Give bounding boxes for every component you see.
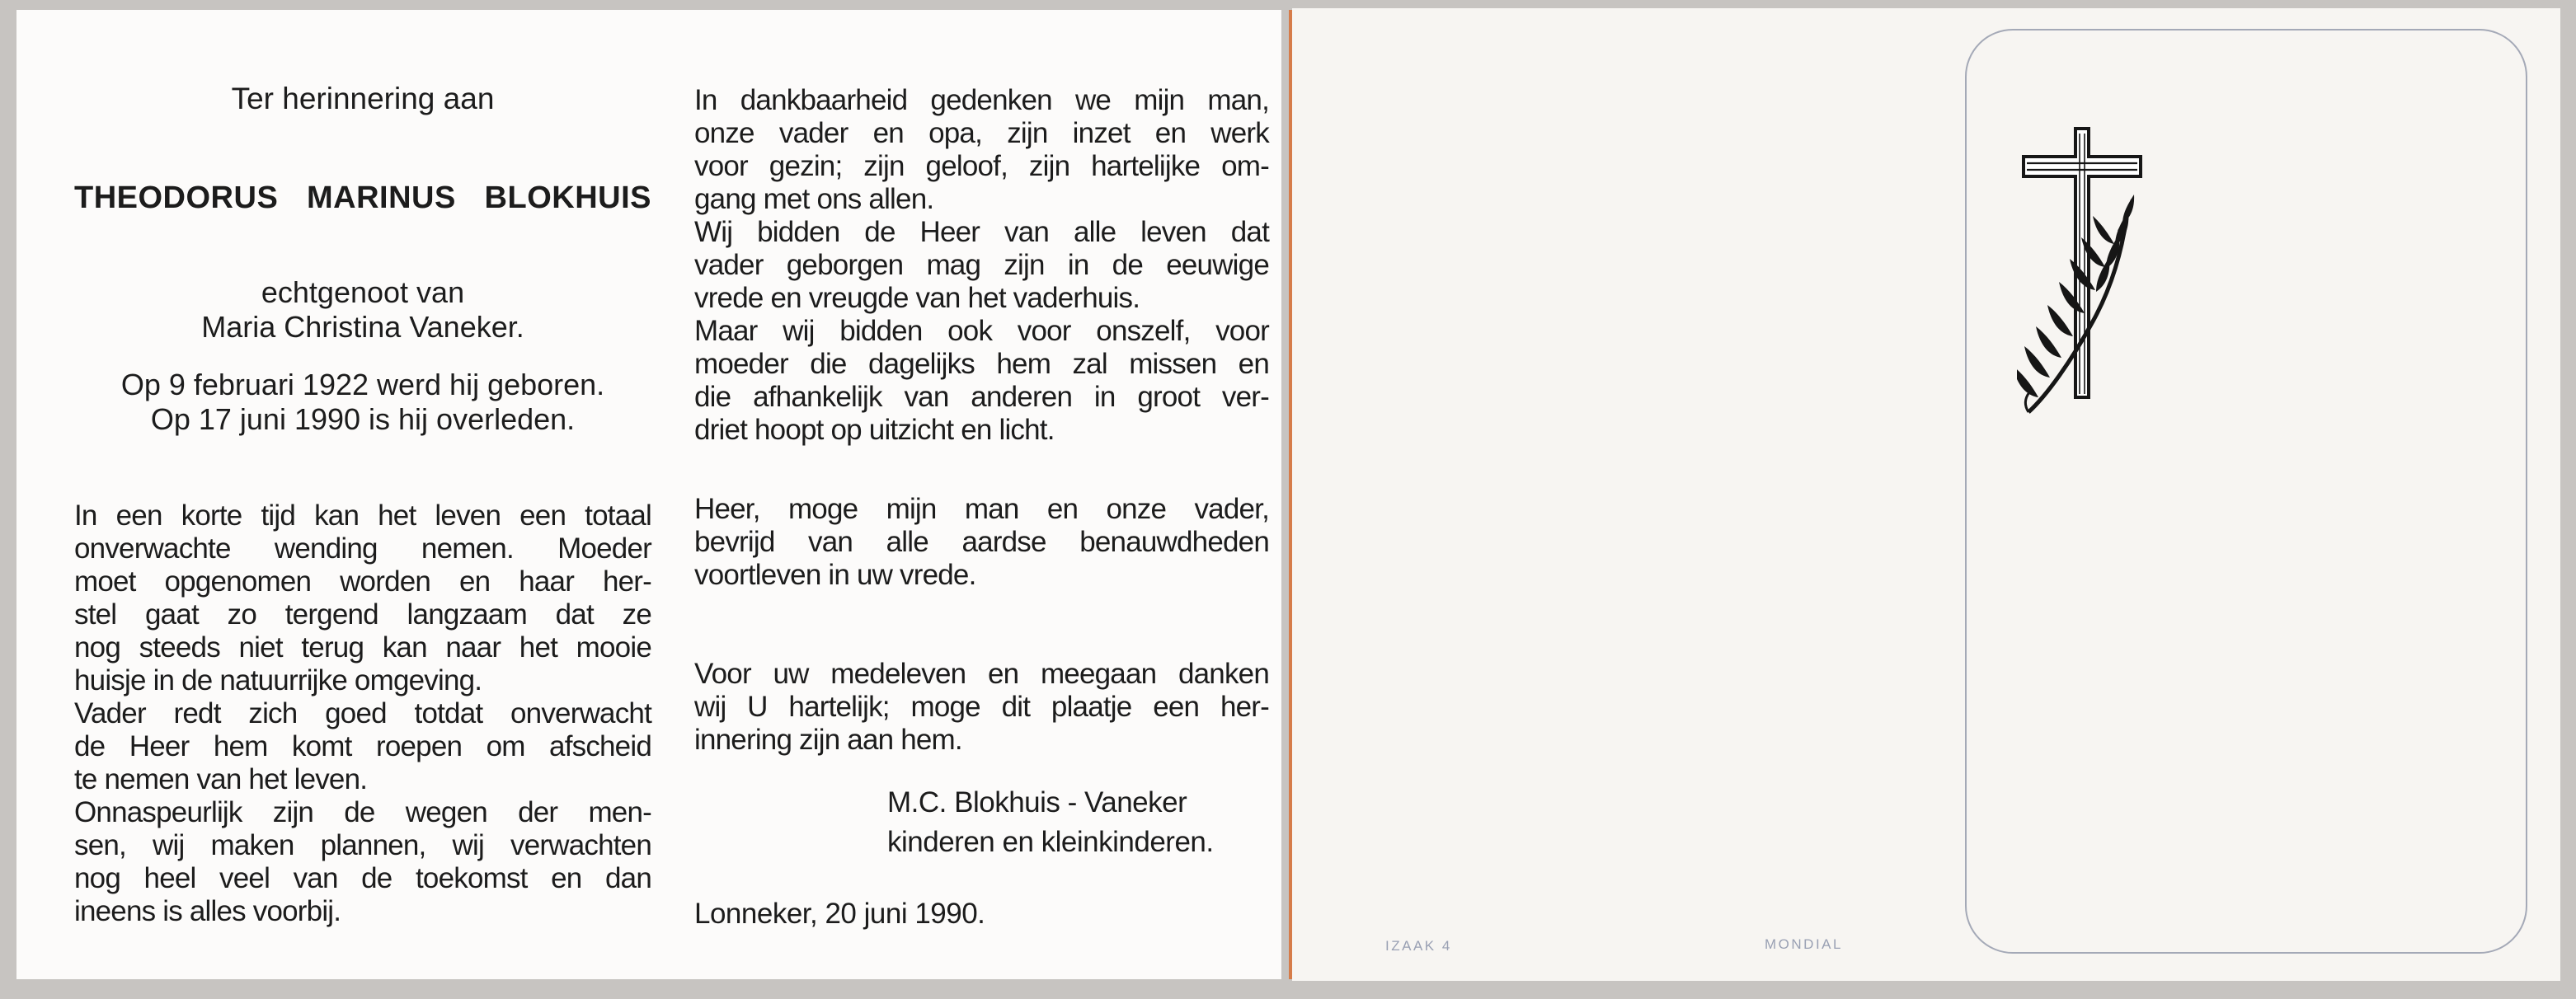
text-line: nog heel veel van de toekomst en dan	[74, 862, 651, 894]
spouse-name: Maria Christina Vaneker.	[201, 310, 524, 344]
text-line: onze vader en opa, zijn inzet en werk	[694, 117, 1269, 149]
paragraph	[694, 493, 1269, 592]
series-mark: IZAAK 4	[1385, 938, 1452, 954]
printer-mark: MONDIAL	[1765, 936, 1843, 952]
text-line: te nemen van het leven.	[74, 763, 368, 795]
paragraph	[74, 697, 651, 796]
text-line: innering zijn aan hem.	[694, 724, 962, 756]
text-line: moeder die dagelijks hem zal missen en	[694, 348, 1269, 380]
text-line: onverwachte wending nemen. Moeder	[74, 532, 651, 565]
paragraph	[74, 500, 651, 697]
text-line: Maar wij bidden ook voor onszelf, voor	[694, 315, 1269, 347]
text-line: In dankbaarheid gedenken we mijn man,	[694, 84, 1269, 116]
deceased-name: THEODORUS MARINUS BLOKHUIS	[74, 181, 651, 215]
text-line: Voor uw medeleven en meegaan danken	[694, 658, 1269, 690]
text-line: sen, wij maken plannen, wij verwachten	[74, 829, 651, 861]
text-line: stel gaat zo tergend langzaam dat ze	[74, 598, 651, 631]
paragraph	[694, 315, 1269, 447]
memorial-intro: Ter herinnering aan	[231, 82, 495, 115]
text-line: huisje in de natuurrijke omgeving.	[74, 664, 482, 696]
text-line: driet hoopt op uitzicht en licht.	[694, 414, 1055, 446]
text-line: bevrijd van alle aardse benauwdheden	[694, 526, 1269, 558]
paragraph	[694, 84, 1269, 216]
text-line: ineens is alles voorbij.	[74, 895, 341, 927]
text-line: de Heer hem komt roepen om afscheid	[74, 730, 651, 762]
text-line: vader geborgen mag zijn in de eeuwige	[694, 249, 1269, 281]
card-inside-spread	[16, 10, 1281, 979]
text-line: wij U hartelijk; moge dit plaatje een her-	[694, 691, 1269, 723]
text-line: Wij bidden de Heer van alle leven dat	[694, 216, 1269, 248]
card-outside-spread	[1292, 8, 2560, 981]
paragraph	[694, 658, 1269, 757]
text-line: voortleven in uw vrede.	[694, 559, 976, 591]
death-line: Op 17 juni 1990 is hij overleden.	[150, 402, 576, 436]
paragraph	[694, 216, 1269, 315]
text-line: nog steeds niet terug kan naar het mooie	[74, 631, 651, 664]
spouse-intro: echtgenoot van	[261, 275, 465, 309]
paragraph	[74, 796, 651, 928]
signature-children: kinderen en kleinkinderen.	[887, 826, 1214, 858]
text-line: Vader redt zich goed totdat onverwacht	[74, 697, 651, 729]
text-line: Heer, moge mijn man en onze vader,	[694, 493, 1269, 525]
text-line: vrede en vreugde van het vaderhuis.	[694, 282, 1140, 314]
text-line: voor gezin; zijn geloof, zijn hartelijke om-	[694, 150, 1269, 182]
signature-widow: M.C. Blokhuis - Vaneker	[887, 786, 1187, 818]
inside-left-column	[74, 10, 651, 999]
text-line: gang met ons allen.	[694, 183, 934, 215]
inside-right-column	[694, 10, 1269, 999]
text-line: die afhankelijk van anderen in groot ver-	[694, 381, 1269, 413]
cross-with-wheat-icon	[2017, 120, 2153, 421]
text-line: Onnaspeurlijk zijn de wegen der men-	[74, 796, 651, 828]
text-line: In een korte tijd kan het leven een totaal	[74, 500, 651, 532]
birth-line: Op 9 februari 1922 werd hij geboren.	[120, 368, 605, 401]
text-line: moet opgenomen worden en haar her-	[74, 565, 651, 598]
place-dateline: Lonneker, 20 juni 1990.	[694, 898, 985, 930]
signature-block	[887, 783, 1269, 862]
